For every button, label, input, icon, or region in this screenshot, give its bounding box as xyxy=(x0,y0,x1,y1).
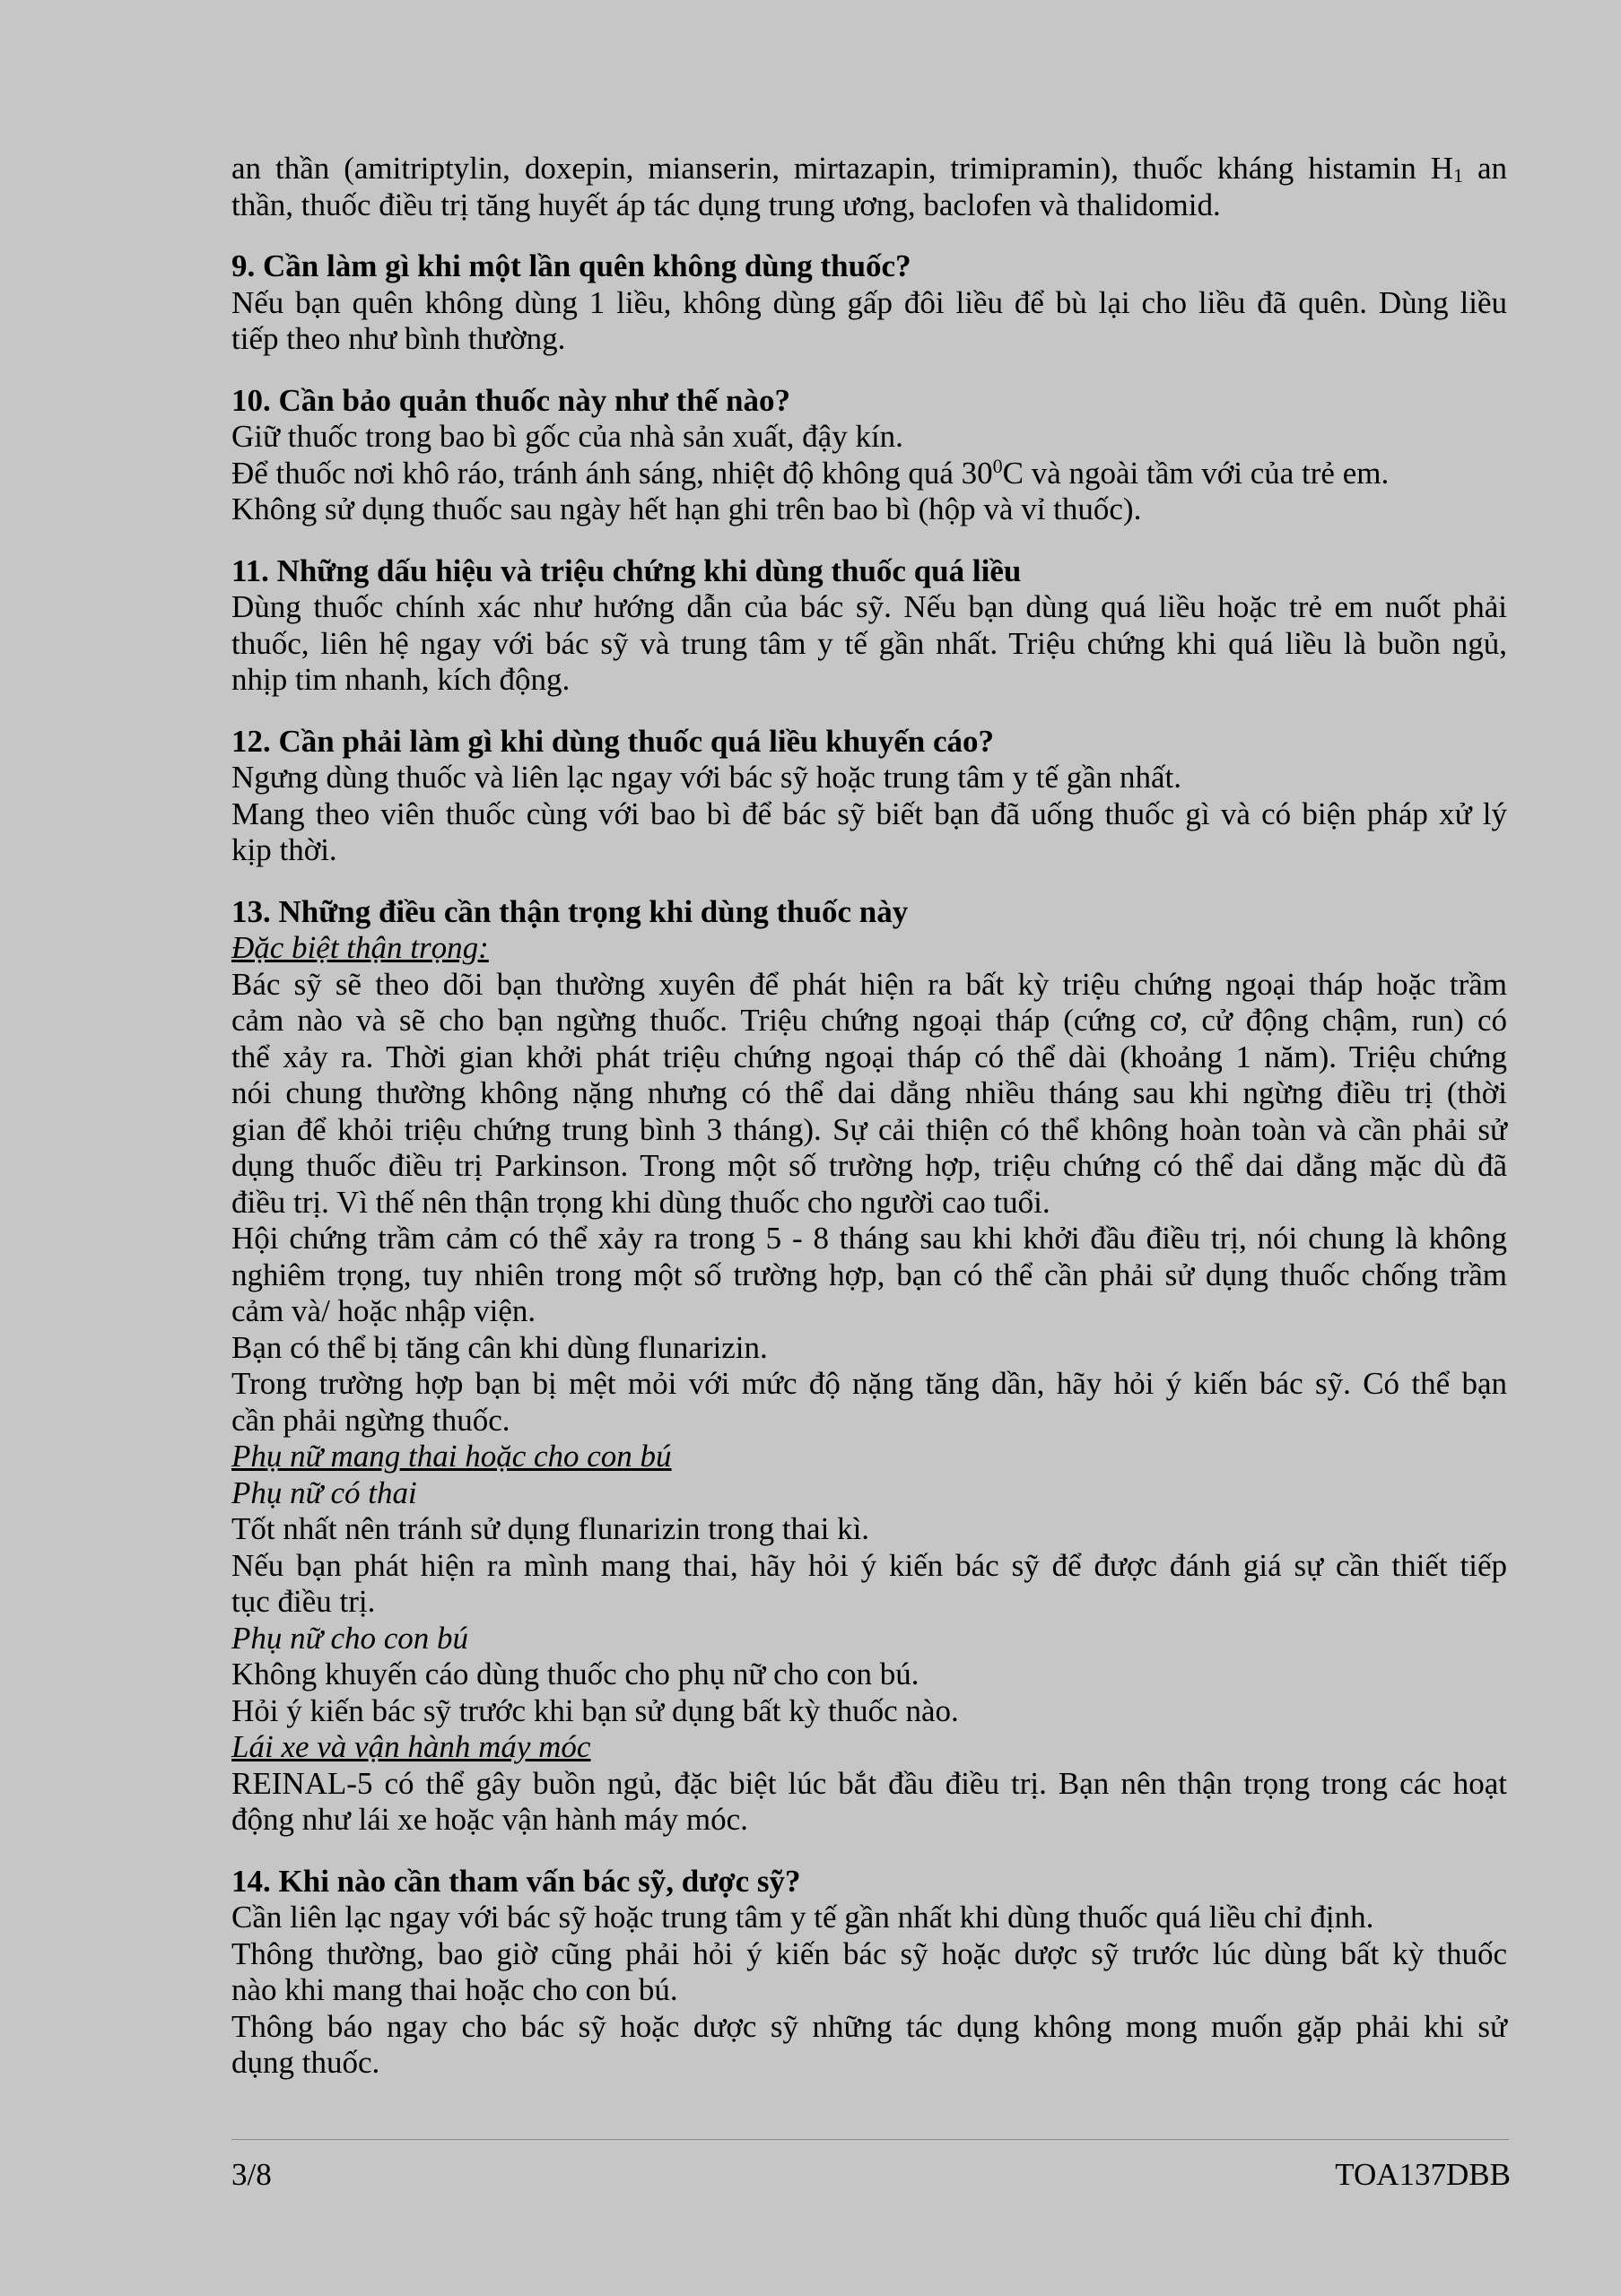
caution-line: Trong trường hợp bạn bị mệt mỏi với mức độ nặng tăng dần, hãy hỏi ý kiến bác sỹ. Có thể bạn xyxy=(231,1366,1507,1401)
section-12 xyxy=(231,724,1507,869)
document-code: TOA137DBB xyxy=(1335,2157,1511,2192)
document-page xyxy=(231,151,1507,2082)
breastfeeding-line: Không khuyến cáo dùng thuốc cho phụ nữ cho con bú. xyxy=(231,1657,919,1692)
section-14-heading: 14. Khi nào cần tham vấn bác sỹ, dược sỹ? xyxy=(231,1863,801,1899)
section-9 xyxy=(231,248,1507,358)
section-11-line: Dùng thuốc chính xác như hướng dẫn của bác sỹ. Nếu bạn dùng quá liều hoặc trẻ em nuốt phải xyxy=(231,589,1507,624)
section-12-heading: 12. Cần phải làm gì khi dùng thuốc quá liều khuyến cáo? xyxy=(231,723,994,759)
driving-line: động như lái xe hoặc vận hành máy móc. xyxy=(231,1802,748,1837)
section-13 xyxy=(231,894,1507,1839)
section-11-line: nhịp tim nhanh, kích động. xyxy=(231,662,571,697)
caution-line: cảm và/ hoặc nhập viện. xyxy=(231,1293,536,1328)
section-14-line: Cần liên lạc ngay với bác sỹ hoặc trung tâm y tế gần nhất khi dùng thuốc quá liều chỉ định. xyxy=(231,1900,1374,1935)
breastfeeding-line: Hỏi ý kiến bác sỹ trước khi bạn sử dụng bất kỳ thuốc nào. xyxy=(231,1692,959,1728)
section-12-line: Mang theo viên thuốc cùng với bao bì để bác sỹ biết bạn đã uống thuốc gì và có biện pháp xử lý xyxy=(231,796,1507,831)
pregnant-line: Tốt nhất nên tránh sử dụng flunarizin trong thai kì. xyxy=(231,1511,870,1546)
driving-line: REINAL-5 có thể gây buồn ngủ, đặc biệt lúc bắt đầu điều trị. Bạn nên thận trọng trong các hoạt xyxy=(231,1765,1507,1801)
section-11-heading: 11. Những dấu hiệu và triệu chứng khi dùng thuốc quá liều xyxy=(231,552,1022,588)
caution-line: Bạn có thể bị tăng cân khi dùng flunarizin. xyxy=(231,1329,768,1365)
section-9-line: tiếp theo như bình thường. xyxy=(231,321,566,356)
section-10-heading: 10. Cần bảo quản thuốc này như thế nào? xyxy=(231,382,790,418)
caution-line: Hội chứng trầm cảm có thể xảy ra trong 5 - 8 tháng sau khi khởi đầu điều trị, nói chung là không xyxy=(231,1221,1507,1256)
section-10-line: Để thuốc nơi khô ráo, tránh ánh sáng, nhiệt độ không quá $30^0C$ và ngoài tầm với của trẻ em. xyxy=(231,454,1390,491)
pregnant-line: tục điều trị. xyxy=(231,1584,376,1619)
caution-line: cảm nào và sẽ cho bạn ngừng thuốc. Triệu chứng ngoại tháp (cứng cơ, cử động chậm, run) có xyxy=(231,1003,1507,1038)
pregnancy-breastfeeding-subheading: Phụ nữ mang thai hoặc cho con bú xyxy=(231,1439,672,1474)
section-14-line: nào khi mang thai hoặc cho con bú. xyxy=(231,1972,678,2007)
caution-line: nói chung thường không nặng nhưng có thể dai dẳng nhiều tháng sau khi ngừng điều trị (thời xyxy=(231,1075,1507,1110)
breastfeeding-subheading: Phụ nữ cho con bú xyxy=(231,1620,469,1656)
caution-line: nghiêm trọng, tuy nhiên trong một số trường hợp, bạn có thể cần phải sử dụng thuốc chống trầm xyxy=(231,1257,1507,1292)
section-14 xyxy=(231,1864,1507,2082)
section-9-line: Nếu bạn quên không dùng 1 liều, không dùng gấp đôi liều để bù lại cho liều đã quên. Dùng liều xyxy=(231,284,1507,320)
footer-divider xyxy=(231,2139,1509,2140)
intro-line-2: thần, thuốc điều trị tăng huyết áp tác dụng trung ương, baclofen và thalidomid. xyxy=(231,187,1221,222)
section-11-line: thuốc, liên hệ ngay với bác sỹ và trung tâm y tế gần nhất. Triệu chứng khi quá liều là buồn ngủ, xyxy=(231,625,1507,661)
page-number: 3/8 xyxy=(231,2157,272,2192)
special-caution-subheading: Đặc biệt thận trọng: xyxy=(231,930,489,965)
section-14-line: Thông báo ngay cho bác sỹ hoặc dược sỹ những tác dụng không mong muốn gặp phải khi sử xyxy=(231,2008,1507,2044)
section-10-line: Giữ thuốc trong bao bì gốc của nhà sản xuất, đậy kín. xyxy=(231,419,903,454)
section-11 xyxy=(231,553,1507,699)
caution-line: điều trị. Vì thế nên thận trọng khi dùng thuốc cho người cao tuổi. xyxy=(231,1184,1050,1220)
section-10-line: Không sử dụng thuốc sau ngày hết hạn ghi trên bao bì (hộp và vỉ thuốc). xyxy=(231,491,1142,526)
pregnant-women-subheading: Phụ nữ có thai xyxy=(231,1474,417,1510)
caution-line: cần phải ngừng thuốc. xyxy=(231,1402,510,1438)
caution-line: gian để khỏi triệu chứng trung bình 3 tháng). Sự cải thiện có thể không hoàn toàn và cần phải sử xyxy=(231,1111,1507,1147)
intro-line-1: an thần (amitriptylin, doxepin, mianserin, mirtazapin, trimipramin), thuốc kháng histamin $H_1$ an xyxy=(231,151,1507,187)
section-12-line: Ngưng dùng thuốc và liên lạc ngay với bác sỹ hoặc trung tâm y tế gần nhất. xyxy=(231,760,1182,795)
caution-line: dụng thuốc điều trị Parkinson. Trong một số trường hợp, triệu chứng có thể dai dẳng mặc dù đã xyxy=(231,1148,1507,1183)
pregnant-line: Nếu bạn phát hiện ra mình mang thai, hãy hỏi ý kiến bác sỹ để được đánh giá sự cần thiết tiếp xyxy=(231,1547,1507,1583)
section-14-line: Thông thường, bao giờ cũng phải hỏi ý kiến bác sỹ hoặc dược sỹ trước lúc dùng bất kỳ thuốc xyxy=(231,1935,1507,1971)
intro-paragraph xyxy=(231,151,1507,223)
caution-line: thể xảy ra. Thời gian khởi phát triệu chứng ngoại tháp có thể dài (khoảng 1 năm). Triệu chứng xyxy=(231,1039,1507,1074)
section-10 xyxy=(231,383,1507,528)
section-12-line: kịp thời. xyxy=(231,832,337,867)
section-14-line: dụng thuốc. xyxy=(231,2045,380,2080)
driving-subheading: Lái xe và vận hành máy móc xyxy=(231,1729,591,1764)
caution-line: Bác sỹ sẽ theo dõi bạn thường xuyên để phát hiện ra bất kỳ triệu chứng ngoại tháp hoặc trầm xyxy=(231,966,1507,1002)
section-13-heading: 13. Những điều cần thận trọng khi dùng thuốc này xyxy=(231,893,909,929)
section-9-heading: 9. Cần làm gì khi một lần quên không dùng thuốc? xyxy=(231,248,911,283)
